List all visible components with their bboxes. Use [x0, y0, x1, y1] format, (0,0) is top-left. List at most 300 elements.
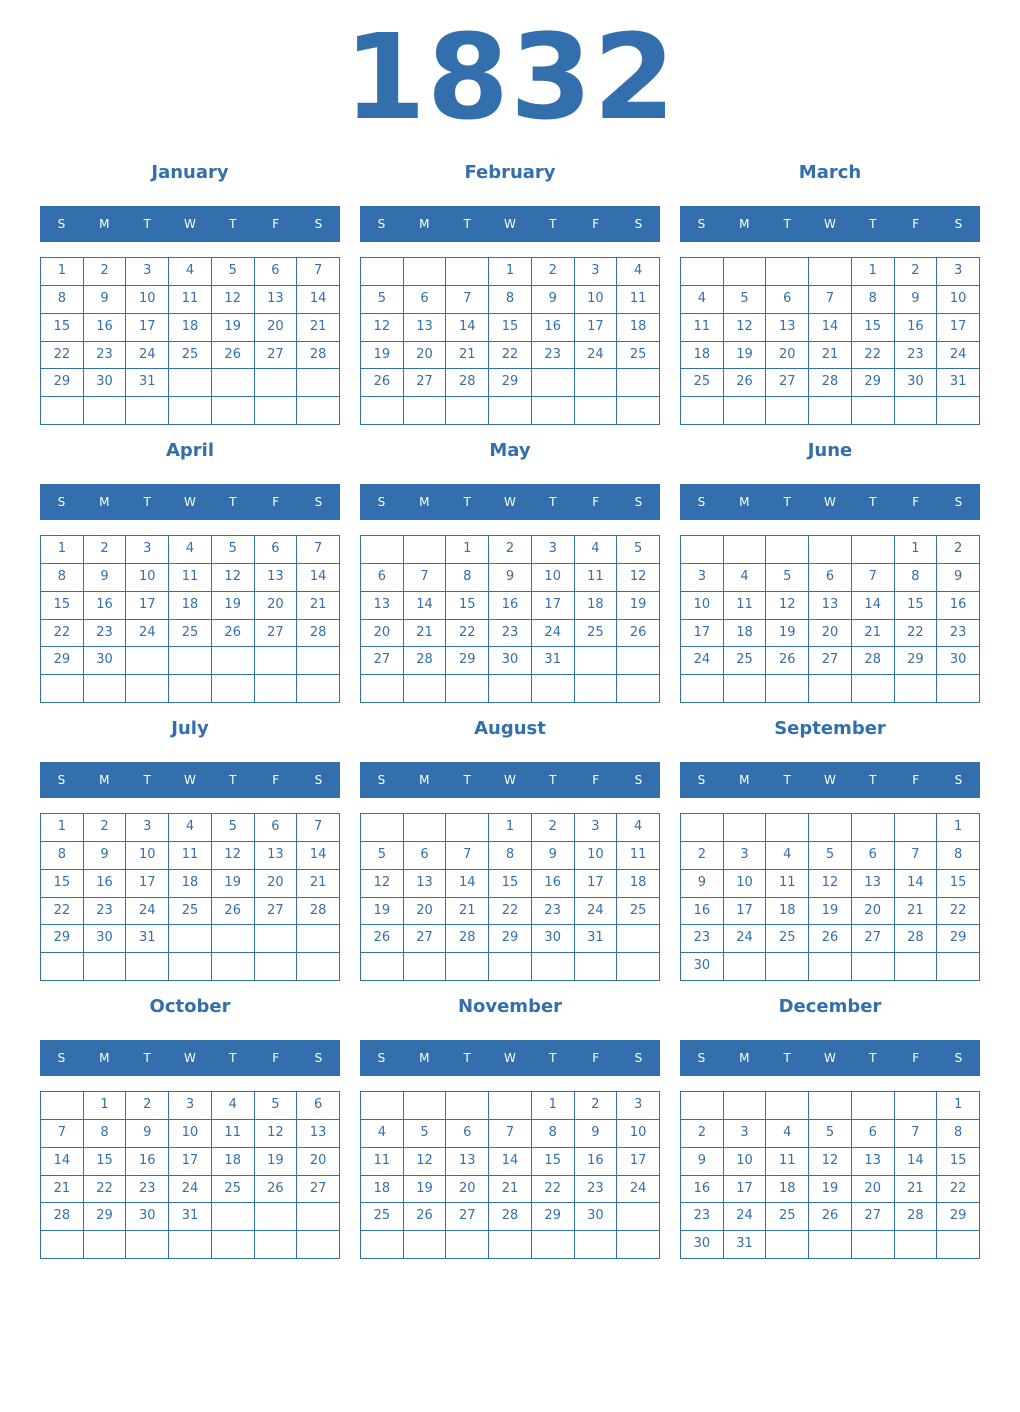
day-cell: 8 — [41, 842, 84, 870]
day-cell: 21 — [895, 1176, 938, 1204]
day-cell: 8 — [446, 564, 489, 592]
day-cell: 16 — [84, 592, 127, 620]
day-cell: 18 — [766, 898, 809, 926]
day-cell: 17 — [575, 870, 618, 898]
empty-day-cell — [361, 397, 404, 425]
empty-day-cell — [84, 675, 127, 703]
day-cell: 10 — [937, 286, 980, 314]
weekday-label: W — [184, 1051, 196, 1065]
day-cell: 27 — [255, 898, 298, 926]
month-name: May — [489, 440, 531, 461]
day-cell: 17 — [617, 1148, 660, 1176]
empty-day-cell — [852, 953, 895, 981]
weekday-label: M — [99, 495, 110, 509]
day-cell: 19 — [724, 342, 767, 370]
day-cell: 11 — [361, 1148, 404, 1176]
day-cell: 9 — [489, 564, 532, 592]
empty-day-cell — [84, 397, 127, 425]
day-cell: 10 — [724, 870, 767, 898]
day-cell: 18 — [617, 314, 660, 342]
empty-day-cell — [41, 1231, 84, 1259]
empty-day-cell — [724, 675, 767, 703]
day-cell: 27 — [809, 647, 852, 675]
day-cell: 18 — [681, 342, 724, 370]
weekday-label: F — [592, 773, 600, 787]
day-cell: 12 — [404, 1148, 447, 1176]
day-cell: 23 — [575, 1176, 618, 1204]
day-cell: 4 — [617, 814, 660, 842]
day-grid — [360, 535, 660, 703]
empty-day-cell — [937, 675, 980, 703]
day-cell: 29 — [446, 647, 489, 675]
day-cell: 2 — [937, 536, 980, 564]
empty-day-cell — [895, 675, 938, 703]
day-cell: 30 — [937, 647, 980, 675]
day-cell: 24 — [681, 647, 724, 675]
day-cell: 15 — [41, 592, 84, 620]
empty-day-cell — [41, 1092, 84, 1120]
day-cell: 30 — [84, 369, 127, 397]
day-cell: 16 — [681, 1176, 724, 1204]
weekday-label: W — [824, 1051, 836, 1065]
day-cell: 11 — [212, 1120, 255, 1148]
day-cell: 27 — [404, 369, 447, 397]
weekday-label: M — [419, 217, 430, 231]
day-cell: 25 — [724, 647, 767, 675]
day-cell: 9 — [84, 842, 127, 870]
day-cell: 21 — [446, 898, 489, 926]
empty-day-cell — [809, 536, 852, 564]
day-cell: 9 — [84, 564, 127, 592]
day-cell: 16 — [532, 314, 575, 342]
day-cell: 27 — [852, 925, 895, 953]
day-cell: 25 — [169, 898, 212, 926]
day-cell: 31 — [169, 1203, 212, 1231]
day-cell: 26 — [255, 1176, 298, 1204]
empty-day-cell — [895, 1092, 938, 1120]
weekday-header — [680, 206, 980, 242]
weekday-label: S — [634, 217, 643, 231]
day-cell: 12 — [212, 286, 255, 314]
weekday-header — [680, 762, 980, 798]
day-cell: 28 — [489, 1203, 532, 1231]
weekday-label: F — [912, 1051, 920, 1065]
day-cell: 6 — [852, 842, 895, 870]
empty-day-cell — [809, 953, 852, 981]
day-cell: 31 — [937, 369, 980, 397]
day-cell: 31 — [532, 647, 575, 675]
empty-day-cell — [212, 953, 255, 981]
empty-day-cell — [617, 953, 660, 981]
day-cell: 11 — [766, 1148, 809, 1176]
day-cell: 15 — [532, 1148, 575, 1176]
weekday-label: T — [463, 495, 471, 509]
month-name: March — [798, 162, 862, 183]
day-cell: 5 — [361, 842, 404, 870]
empty-day-cell — [809, 258, 852, 286]
day-cell: 11 — [169, 842, 212, 870]
day-cell: 17 — [126, 592, 169, 620]
day-cell: 29 — [852, 369, 895, 397]
day-cell: 12 — [766, 592, 809, 620]
day-cell: 25 — [681, 369, 724, 397]
empty-day-cell — [766, 1231, 809, 1259]
empty-day-cell — [766, 536, 809, 564]
year-title: 1832 — [343, 8, 677, 146]
day-cell: 7 — [895, 842, 938, 870]
day-cell: 4 — [169, 536, 212, 564]
day-cell: 15 — [489, 314, 532, 342]
day-cell: 18 — [617, 870, 660, 898]
empty-day-cell — [126, 397, 169, 425]
day-cell: 9 — [84, 286, 127, 314]
empty-day-cell — [361, 536, 404, 564]
day-cell: 22 — [41, 898, 84, 926]
weekday-label: M — [739, 217, 750, 231]
weekday-label: W — [184, 773, 196, 787]
month-name: September — [774, 718, 886, 739]
day-cell: 8 — [84, 1120, 127, 1148]
empty-day-cell — [575, 397, 618, 425]
day-cell: 31 — [126, 369, 169, 397]
empty-day-cell — [532, 397, 575, 425]
day-cell: 16 — [84, 314, 127, 342]
day-cell: 31 — [575, 925, 618, 953]
empty-day-cell — [937, 397, 980, 425]
day-grid — [360, 257, 660, 425]
day-cell: 7 — [404, 564, 447, 592]
day-cell: 2 — [126, 1092, 169, 1120]
weekday-label: S — [57, 1051, 66, 1065]
day-cell: 26 — [212, 620, 255, 648]
weekday-label: S — [697, 217, 706, 231]
weekday-header — [40, 206, 340, 242]
day-cell: 21 — [297, 314, 340, 342]
day-cell: 2 — [532, 258, 575, 286]
day-cell: 4 — [766, 842, 809, 870]
day-cell: 5 — [617, 536, 660, 564]
day-cell: 1 — [41, 536, 84, 564]
weekday-header — [40, 484, 340, 520]
month-name: June — [807, 440, 853, 461]
day-cell: 2 — [681, 842, 724, 870]
empty-day-cell — [404, 675, 447, 703]
day-cell: 5 — [809, 1120, 852, 1148]
day-cell: 10 — [126, 286, 169, 314]
day-cell: 22 — [41, 342, 84, 370]
day-cell: 24 — [937, 342, 980, 370]
day-cell: 29 — [41, 647, 84, 675]
day-cell: 17 — [681, 620, 724, 648]
day-cell: 23 — [532, 898, 575, 926]
day-cell: 19 — [361, 342, 404, 370]
empty-day-cell — [724, 1092, 767, 1120]
day-cell: 28 — [446, 925, 489, 953]
weekday-label: S — [377, 217, 386, 231]
day-cell: 29 — [532, 1203, 575, 1231]
empty-day-cell — [724, 953, 767, 981]
day-cell: 23 — [532, 342, 575, 370]
empty-day-cell — [169, 953, 212, 981]
day-cell: 12 — [809, 1148, 852, 1176]
empty-day-cell — [895, 814, 938, 842]
day-cell: 1 — [84, 1092, 127, 1120]
weekday-label: T — [783, 217, 791, 231]
empty-day-cell — [532, 1231, 575, 1259]
day-cell: 6 — [255, 536, 298, 564]
empty-day-cell — [212, 1203, 255, 1231]
day-cell: 11 — [724, 592, 767, 620]
day-cell: 7 — [852, 564, 895, 592]
weekday-label: S — [377, 1051, 386, 1065]
day-cell: 24 — [724, 925, 767, 953]
day-cell: 1 — [852, 258, 895, 286]
empty-day-cell — [724, 814, 767, 842]
day-cell: 1 — [41, 814, 84, 842]
day-cell: 24 — [617, 1176, 660, 1204]
day-cell: 29 — [489, 925, 532, 953]
day-cell: 2 — [532, 814, 575, 842]
day-cell: 7 — [446, 286, 489, 314]
empty-day-cell — [895, 1231, 938, 1259]
empty-day-cell — [404, 258, 447, 286]
empty-day-cell — [489, 397, 532, 425]
day-cell: 7 — [809, 286, 852, 314]
day-cell: 28 — [852, 647, 895, 675]
day-cell: 24 — [126, 620, 169, 648]
day-cell: 3 — [575, 258, 618, 286]
day-cell: 24 — [532, 620, 575, 648]
weekday-label: M — [99, 217, 110, 231]
day-cell: 29 — [41, 369, 84, 397]
empty-day-cell — [617, 397, 660, 425]
day-cell: 16 — [532, 870, 575, 898]
empty-day-cell — [361, 1231, 404, 1259]
empty-day-cell — [809, 397, 852, 425]
day-cell: 12 — [212, 564, 255, 592]
day-cell: 15 — [41, 314, 84, 342]
empty-day-cell — [169, 369, 212, 397]
day-cell: 30 — [84, 925, 127, 953]
day-cell: 1 — [41, 258, 84, 286]
empty-day-cell — [446, 1231, 489, 1259]
day-cell: 27 — [255, 342, 298, 370]
month-name: January — [151, 162, 229, 183]
weekday-label: T — [143, 773, 151, 787]
weekday-label: W — [504, 495, 516, 509]
day-cell: 20 — [852, 1176, 895, 1204]
day-cell: 9 — [126, 1120, 169, 1148]
day-cell: 14 — [446, 870, 489, 898]
day-cell: 28 — [297, 898, 340, 926]
weekday-label: S — [377, 773, 386, 787]
weekday-header — [680, 484, 980, 520]
day-cell: 18 — [766, 1176, 809, 1204]
day-cell: 15 — [937, 1148, 980, 1176]
day-cell: 13 — [852, 1148, 895, 1176]
day-cell: 18 — [169, 870, 212, 898]
day-cell: 28 — [404, 647, 447, 675]
day-cell: 20 — [404, 898, 447, 926]
empty-day-cell — [41, 675, 84, 703]
day-cell: 11 — [575, 564, 618, 592]
day-cell: 30 — [532, 925, 575, 953]
empty-day-cell — [297, 925, 340, 953]
day-cell: 21 — [404, 620, 447, 648]
weekday-label: W — [824, 217, 836, 231]
weekday-label: T — [549, 773, 557, 787]
empty-day-cell — [212, 1231, 255, 1259]
day-cell: 27 — [852, 1203, 895, 1231]
day-cell: 26 — [212, 898, 255, 926]
day-cell: 14 — [297, 564, 340, 592]
weekday-label: S — [377, 495, 386, 509]
empty-day-cell — [404, 1231, 447, 1259]
day-cell: 30 — [681, 1231, 724, 1259]
empty-day-cell — [937, 953, 980, 981]
day-cell: 24 — [169, 1176, 212, 1204]
weekday-label: T — [143, 217, 151, 231]
weekday-label: T — [549, 217, 557, 231]
day-cell: 10 — [575, 842, 618, 870]
empty-day-cell — [575, 675, 618, 703]
day-cell: 23 — [126, 1176, 169, 1204]
empty-day-cell — [126, 953, 169, 981]
day-cell: 26 — [212, 342, 255, 370]
day-grid — [680, 257, 980, 425]
day-cell: 24 — [724, 1203, 767, 1231]
day-cell: 30 — [84, 647, 127, 675]
empty-day-cell — [852, 1092, 895, 1120]
month-name: July — [171, 718, 209, 739]
empty-day-cell — [255, 953, 298, 981]
day-cell: 22 — [532, 1176, 575, 1204]
day-cell: 21 — [489, 1176, 532, 1204]
weekday-header — [360, 206, 660, 242]
day-cell: 3 — [681, 564, 724, 592]
day-cell: 22 — [41, 620, 84, 648]
day-cell: 22 — [852, 342, 895, 370]
day-cell: 16 — [126, 1148, 169, 1176]
day-cell: 29 — [937, 925, 980, 953]
empty-day-cell — [169, 925, 212, 953]
weekday-label: M — [99, 1051, 110, 1065]
empty-day-cell — [575, 647, 618, 675]
month-name: December — [778, 996, 882, 1017]
day-cell: 8 — [41, 286, 84, 314]
weekday-label: S — [954, 773, 963, 787]
day-cell: 29 — [937, 1203, 980, 1231]
day-cell: 27 — [361, 647, 404, 675]
day-cell: 15 — [84, 1148, 127, 1176]
day-cell: 14 — [446, 314, 489, 342]
weekday-header — [40, 762, 340, 798]
empty-day-cell — [617, 1203, 660, 1231]
day-cell: 12 — [361, 314, 404, 342]
day-cell: 14 — [489, 1148, 532, 1176]
day-cell: 28 — [809, 369, 852, 397]
day-cell: 21 — [297, 592, 340, 620]
weekday-label: M — [739, 1051, 750, 1065]
empty-day-cell — [255, 1203, 298, 1231]
day-cell: 1 — [489, 814, 532, 842]
empty-day-cell — [852, 675, 895, 703]
day-grid — [40, 1091, 340, 1259]
day-cell: 21 — [41, 1176, 84, 1204]
day-cell: 16 — [575, 1148, 618, 1176]
day-cell: 28 — [895, 925, 938, 953]
weekday-label: S — [57, 495, 66, 509]
day-cell: 10 — [126, 564, 169, 592]
weekday-header — [360, 762, 660, 798]
empty-day-cell — [575, 953, 618, 981]
empty-day-cell — [681, 814, 724, 842]
empty-day-cell — [212, 925, 255, 953]
weekday-label: M — [739, 495, 750, 509]
day-cell: 10 — [532, 564, 575, 592]
day-cell: 20 — [446, 1176, 489, 1204]
day-cell: 23 — [681, 925, 724, 953]
day-cell: 5 — [404, 1120, 447, 1148]
empty-day-cell — [404, 953, 447, 981]
day-cell: 29 — [84, 1203, 127, 1231]
empty-day-cell — [532, 953, 575, 981]
weekday-label: M — [419, 1051, 430, 1065]
day-cell: 3 — [617, 1092, 660, 1120]
weekday-label: F — [272, 1051, 280, 1065]
day-cell: 6 — [297, 1092, 340, 1120]
empty-day-cell — [809, 1092, 852, 1120]
day-cell: 5 — [212, 814, 255, 842]
day-cell: 13 — [255, 842, 298, 870]
day-cell: 16 — [84, 870, 127, 898]
day-cell: 11 — [617, 286, 660, 314]
weekday-label: T — [783, 773, 791, 787]
day-cell: 19 — [809, 1176, 852, 1204]
empty-day-cell — [532, 369, 575, 397]
empty-day-cell — [361, 1092, 404, 1120]
day-cell: 16 — [895, 314, 938, 342]
empty-day-cell — [617, 647, 660, 675]
empty-day-cell — [617, 369, 660, 397]
day-cell: 4 — [766, 1120, 809, 1148]
empty-day-cell — [895, 953, 938, 981]
day-cell: 6 — [766, 286, 809, 314]
weekday-label: T — [869, 217, 877, 231]
empty-day-cell — [489, 953, 532, 981]
day-cell: 8 — [41, 564, 84, 592]
day-cell: 12 — [212, 842, 255, 870]
day-cell: 14 — [895, 1148, 938, 1176]
day-cell: 16 — [489, 592, 532, 620]
day-cell: 18 — [724, 620, 767, 648]
day-cell: 19 — [361, 898, 404, 926]
weekday-label: T — [869, 1051, 877, 1065]
day-cell: 17 — [724, 1176, 767, 1204]
day-cell: 27 — [255, 620, 298, 648]
day-cell: 9 — [895, 286, 938, 314]
weekday-label: F — [592, 1051, 600, 1065]
day-cell: 6 — [255, 814, 298, 842]
day-cell: 14 — [809, 314, 852, 342]
day-cell: 10 — [169, 1120, 212, 1148]
day-cell: 14 — [404, 592, 447, 620]
weekday-label: F — [912, 773, 920, 787]
day-cell: 23 — [937, 620, 980, 648]
day-cell: 1 — [937, 814, 980, 842]
day-grid — [40, 257, 340, 425]
day-cell: 18 — [361, 1176, 404, 1204]
